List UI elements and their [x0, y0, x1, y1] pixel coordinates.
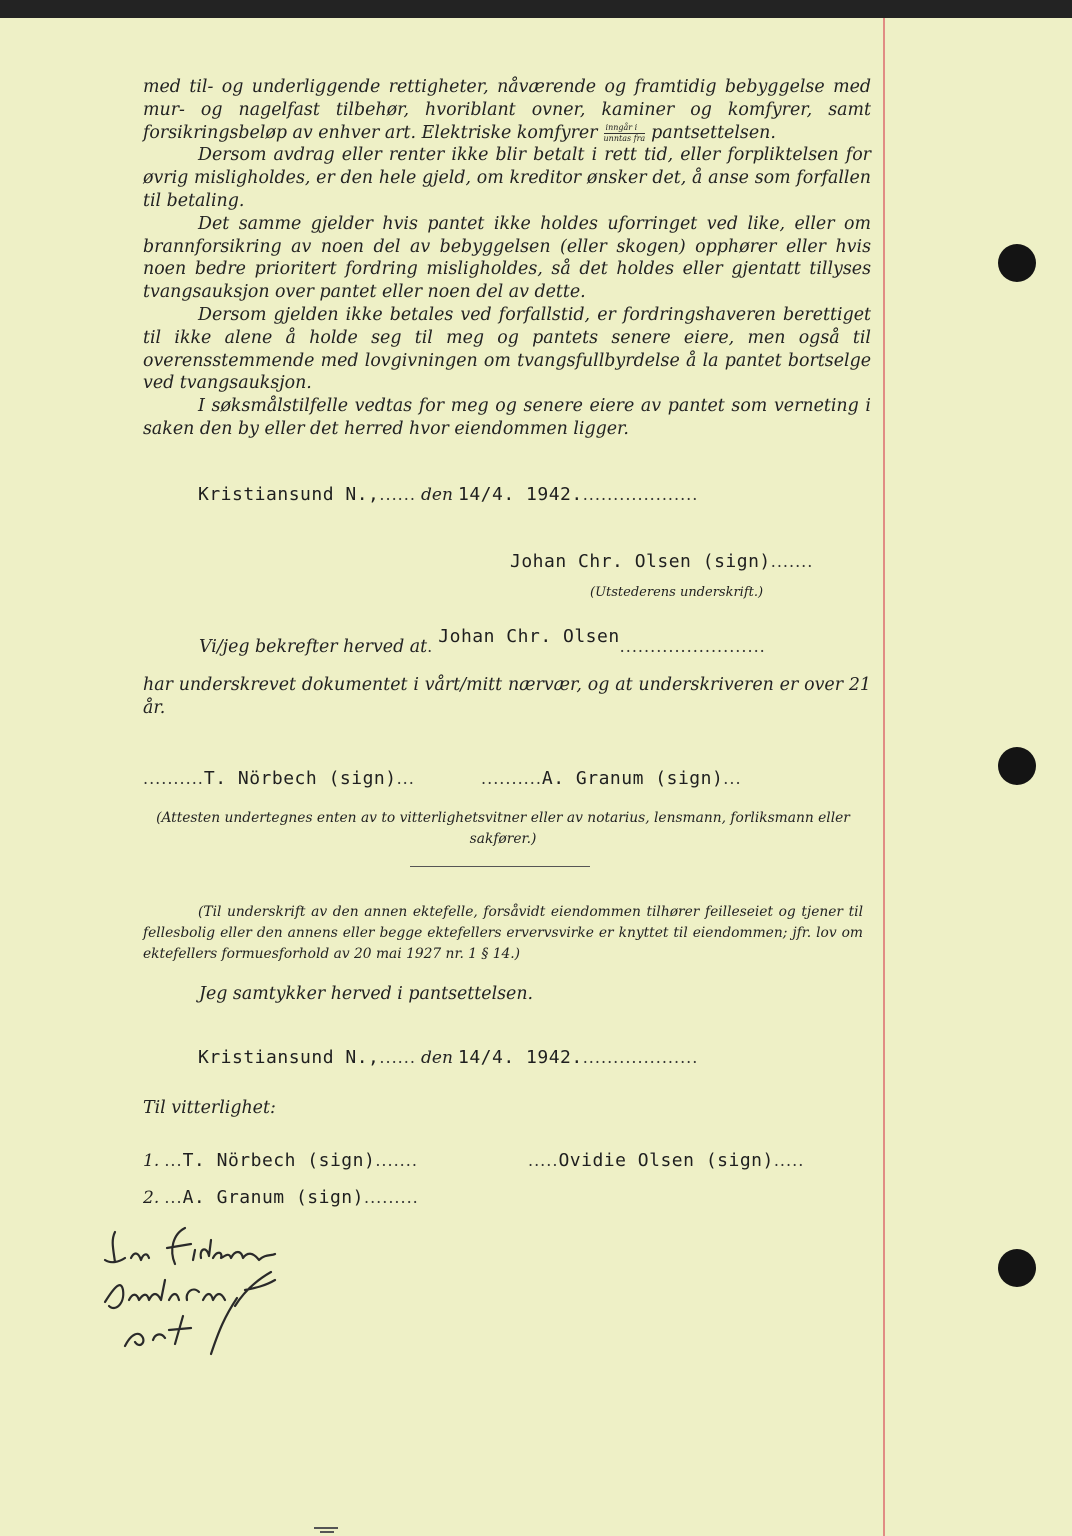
- scan-top-edge: [0, 0, 1072, 18]
- terms-paragraph: Dersom avdrag eller renter ikke blir betalt i rett tid, eller forpliktelsen for øvrig misligholdes, er den hele gjeld, om kreditor ønsker det, å anse som forfallen til betaling.: [143, 145, 871, 211]
- confirmation-text: har underskrevet dokumentet i vårt/mitt nærvær, og at underskriveren er over 21 år.: [143, 675, 871, 718]
- punch-hole: [998, 244, 1036, 282]
- punch-hole: [998, 1249, 1036, 1287]
- fraction: $\frac{\text{inngår i}}{\text{unntas fra}}$: [603, 122, 646, 143]
- consent-text: Jeg samtykker herved i pantsettelsen.: [199, 984, 534, 1004]
- place-date-line: Kristiansund N.,...... den 14/4. 1942....................: [198, 1047, 699, 1068]
- attest-note: (Attesten undertegnes enten av to vitterlighetsvitner eller av notarius, lensmann, forliksmann eller sakfører.): [156, 810, 850, 847]
- place-date-line: Kristiansund N.,...... den 14/4. 1942....................: [198, 484, 699, 505]
- handwritten-annotation: [95, 1205, 335, 1360]
- handwriting-text: In fidem Lundwall act.: [95, 1205, 278, 1224]
- margin-rule: [883, 18, 885, 1536]
- mortgage-terms: [143, 76, 871, 441]
- witness-signatures: ..........T. Nörbech (sign)... ..........A. Granum (sign)...: [143, 768, 742, 789]
- terms-paragraph: Dersom gjelden ikke betales ved forfallstid, er fordringshaveren berettiget til ikke alene å holde seg til meg og pantets senere eiere, men også til overensstemmende med lovgivningen om tvangsfullbyrdelse å la pantet bortselge ved tvangsauksjon.: [143, 304, 871, 394]
- terms-paragraph: Det samme gjelder hvis pantet ikke holdes uforringet ved like, eller om brannforsikring av noen del av bebyggelsen (eller skogen) opphører eller hvis noen bedre prioritert fordring misligholdes, så det holdes eller gjentatt tillyses tvangsauksjon over pantet eller noen del av dette.: [143, 213, 871, 303]
- spouse-note: (Til underskrift av den annen ektefelle, forsåvidt eiendommen tilhører feilleseiet og tjener til fellesbolig eller den annens eller begge ektefellers ervervsvirke er knyttet til eiendommen; jfr. lov om ektefellers formuesforhold av 20 mai 1927 nr. 1 § 14.): [143, 904, 863, 962]
- terms-paragraph: med til- og underliggende rettigheter, nåværende og framtidig bebyggelse med mur- og nagelfast tilbehør, hvoriblant ovner, kaminer og komfyrer, samt forsikringsbeløp av enhver art. Elektriske komfyrer $\frac{\text{inngår i}}{\text{unntas fra}}$ pantsettelsen.: [143, 77, 871, 143]
- spouse-signature: .....Ovidie Olsen (sign).....: [528, 1150, 805, 1171]
- issuer-signature: Johan Chr. Olsen (sign).......: [510, 551, 814, 572]
- issuer-caption: (Utstederens underskrift.): [590, 585, 764, 600]
- witness-row: 1. ...T. Nörbech (sign).......: [143, 1150, 418, 1171]
- witness-row: 2. ...A. Granum (sign).........: [143, 1187, 419, 1208]
- confirmation-line: Vi/jeg bekrefter herved at. Johan Chr. Olsen........................: [199, 626, 766, 657]
- scan-mark: [312, 1522, 342, 1536]
- terms-paragraph: I søksmålstilfelle vedtas for meg og senere eiere av pantet som verneting i saken den by eller det herred hvor eiendommen ligger.: [143, 396, 871, 439]
- punch-hole: [998, 747, 1036, 785]
- separator: [410, 866, 590, 867]
- witness-heading: Til vitterlighet:: [143, 1098, 276, 1118]
